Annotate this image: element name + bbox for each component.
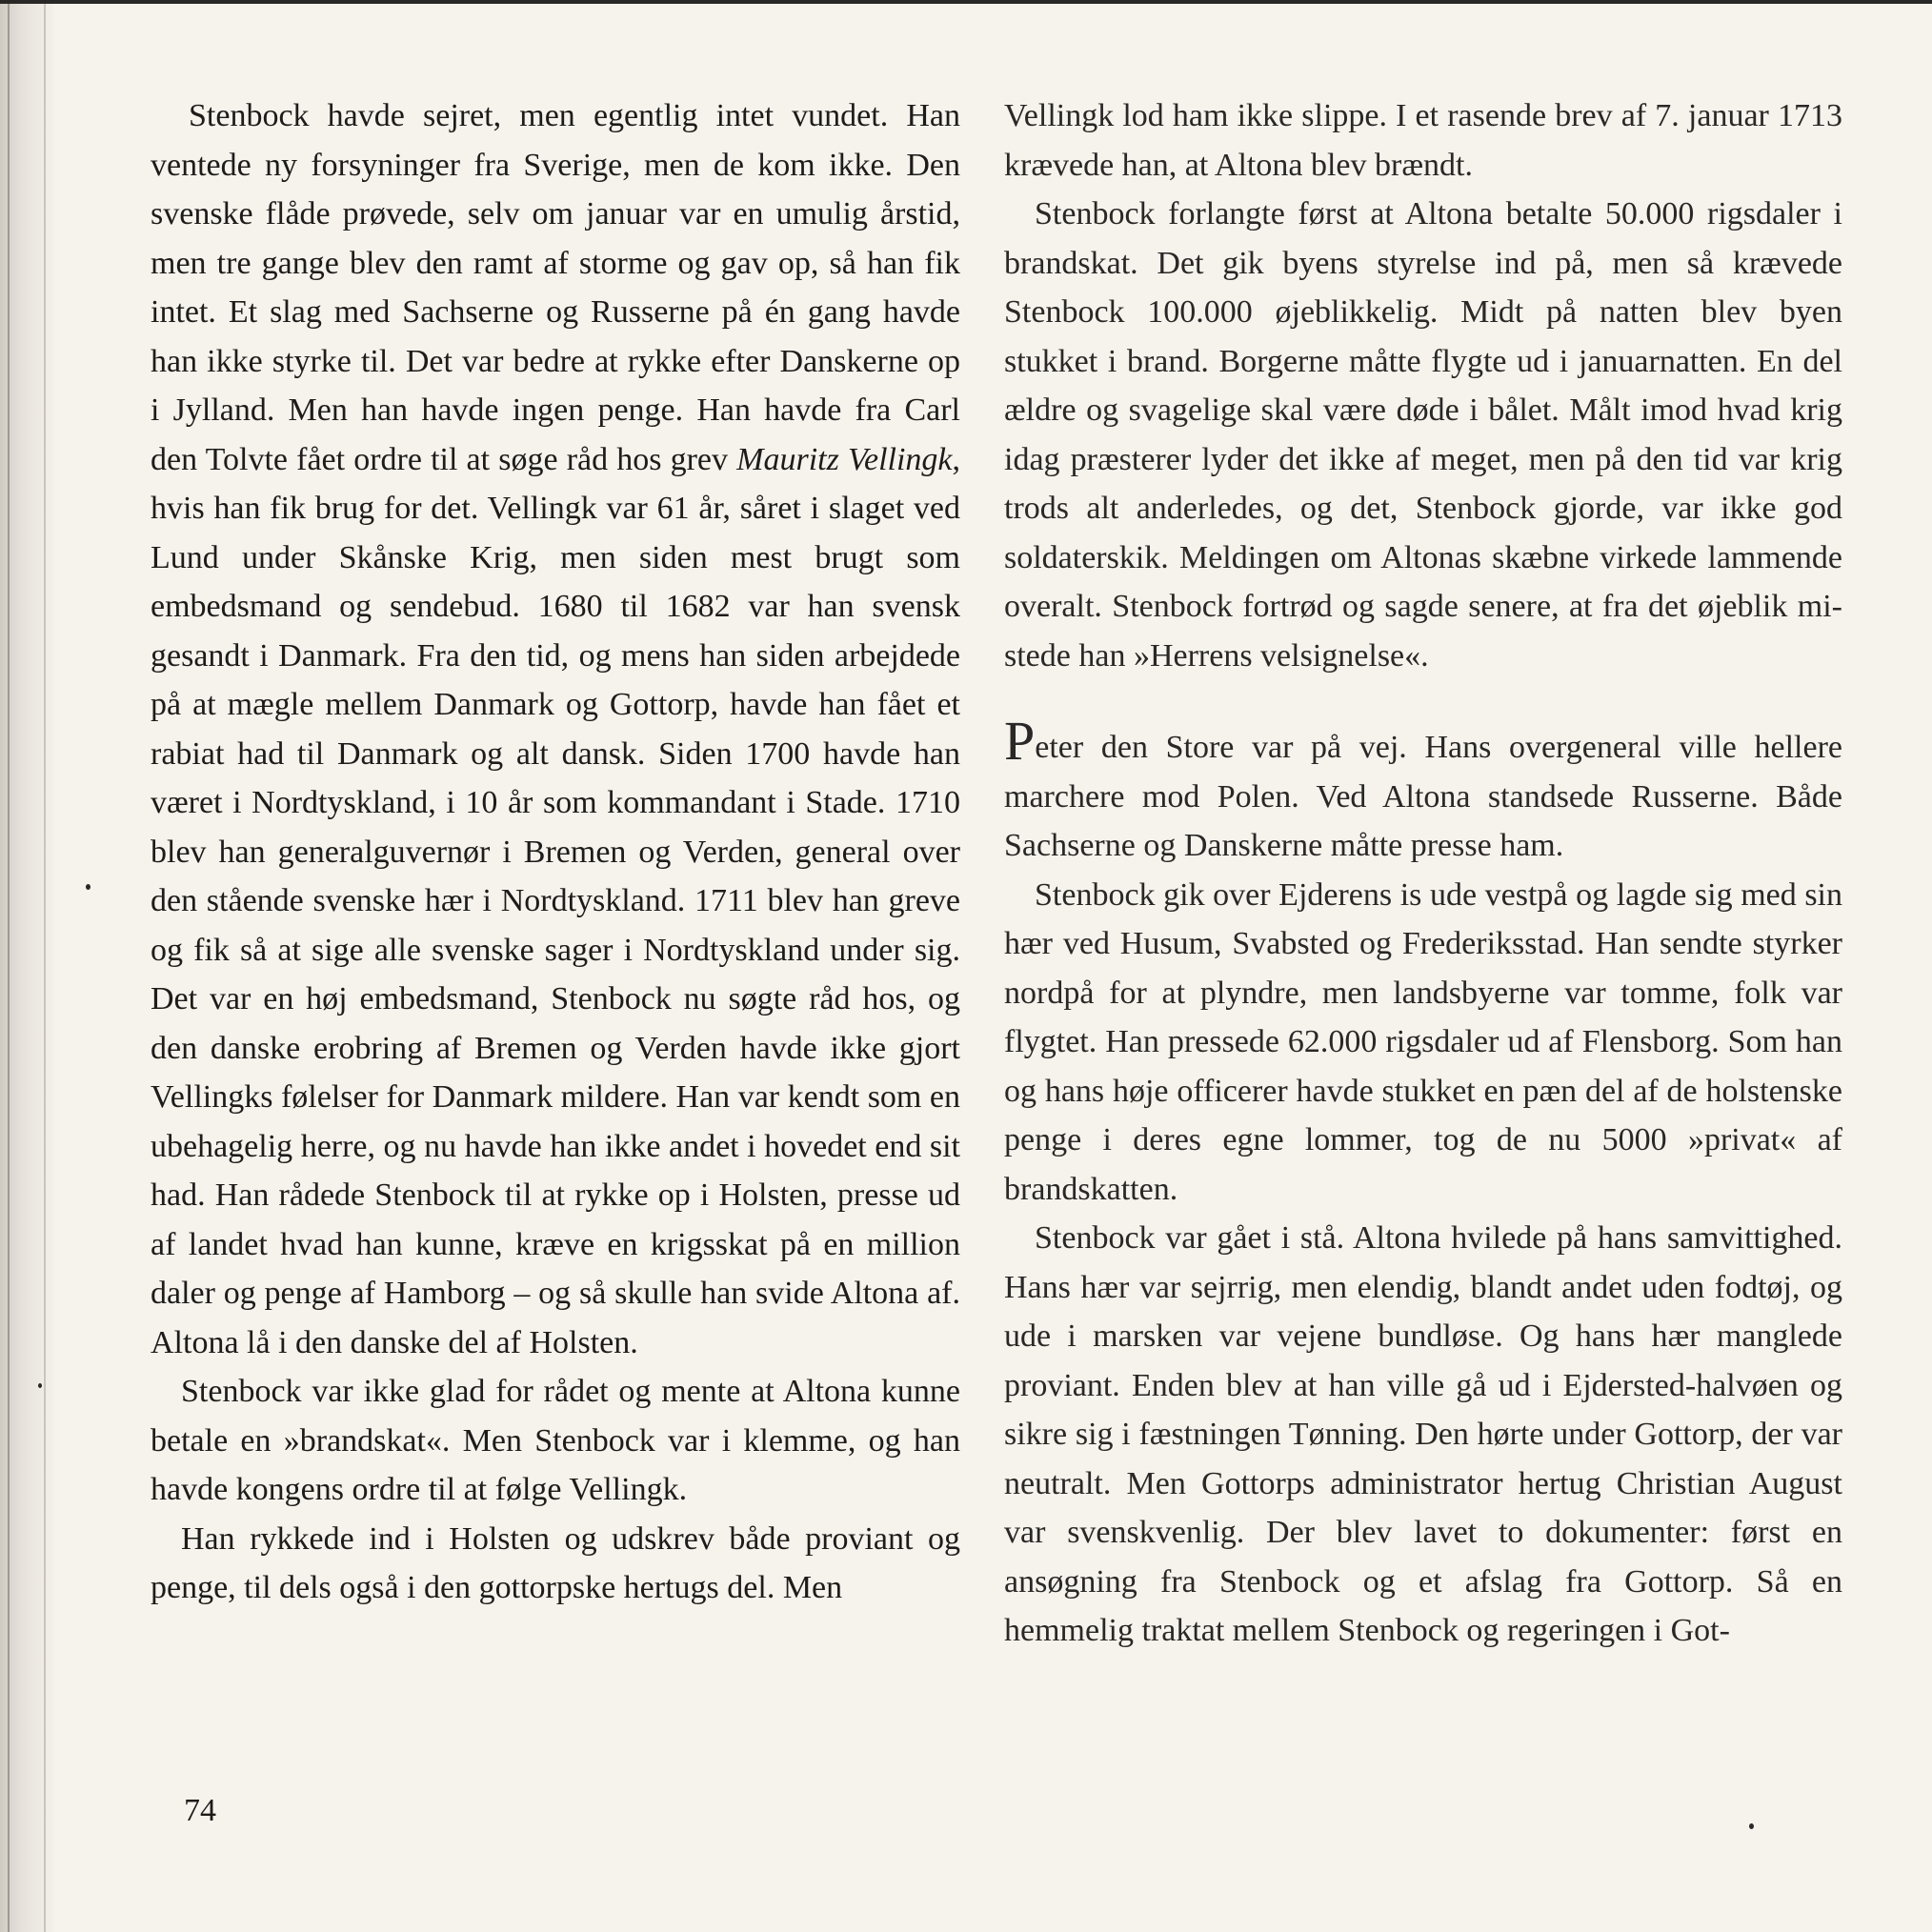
binding-line [44, 0, 46, 1932]
paragraph: Stenbock forlangte først at Altona betalte 50.000 rigsdaler i brandskat. Det gik byens styrelse ind på, men så krævede Stenbock 100.000 øjeblikkelig. Midt på natten blev byen stukket i brand. Borgerne måtte flygte ud i januarnatten. En del ældre og svagelige skal være døde i bålet. Målt imod hvad krig idag præsterer lyder det ikke af meget, men på den tid var krig trods alt anderledes, og det, Stenbock gjorde, var ikke god soldaterskik. Meldingen om Altonas skæbne virkede lammende overalt. Stenbock fortrød og sagde senere, at fra det øjeblik mistede han »Herrens velsignelse«. [1004, 196, 1842, 674]
paragraph: Stenbock var gået i stå. Altona hvilede på hans samvittighed. Hans hær var sejrrig, men elendig, blandt andet uden fodtøj, og ude i marsken var vejene bundløse. Og hans hær manglede proviant. Enden blev at han ville gå ud i Ejdersted-halvøen og sikre sig i fæstningen Tønning. Den hørte under Gottorp, der var neutralt. Men Gottorps administrator hertug Christian August var svenskvenlig. Der blev lavet to dokumenter: først en ansøgning fra Stenbock og et afslag fra Gottorp. Så en hemmelig traktat mellem Stenbock og regeringen i Got- [1004, 1220, 1842, 1648]
print-speck [86, 884, 91, 890]
paragraph [151, 91, 960, 1367]
print-speck [38, 1383, 42, 1388]
section-opening-paragraph [1004, 710, 1842, 871]
print-speck [1749, 1823, 1754, 1829]
binding-line [8, 0, 10, 1932]
paragraph: Vellingk lod ham ikke slippe. I et rasende brev af 7. januar 1713 krævede han, at Altona blev brændt. [1004, 98, 1842, 183]
paragraph: Stenbock gik over Ejderens is ude vestpå og lagde sig med sin hær ved Husum, Svabsted og Frederiksstad. Han sendte styrker nordpå for at plyndre, men landsbyerne var tomme, folk var flygtet. Han pressede 62.000 rigsdaler ud af Flensborg. Som han og hans høje officerer havde stukket en pæn del af de holstenske penge i deres egne lommer, tog de nu 5000 »privat« af brandskatten. [1004, 876, 1842, 1207]
paragraph-text: , hvis han fik brug for det. Vellingk var 61 år, såret i slaget ved Lund under Skånske Krig, men siden mest brugt som embedsmand og sendebud. 1680 til 1682 var han svensk gesandt i Danmark. Fra den tid, og mens han siden arbejdede på at mægle mellem Danmark og Gottorp, havde han fået et rabiat had til Danmark og alt dansk. Siden 1700 havde han været i Nordtyskland, i 10 år som kommandant i Stade. 1710 blev han generalguvernør i Bremen og Verden, general over den stående svenske hær i Nordtyskland. 1711 blev han greve og fik så at sige alle svenske sager i Nordtyskland under sig. Det var en høj embedsmand, Stenbock nu søgte råd hos, og den danske erobring af Bremen og Verden havde ikke gjort Vellingks følelser for Danmark mildere. Han var kendt som en ubehagelig herre, og nu havde han ikke andet i hovedet end sit had. Han rådede Stenbock til at rykke op i Holsten, presse ud af landet hvad han kunne, kræve en krigsskat på en million daler og penge af Hamborg – og så skulle han svide Altona af. Altona lå i den danske del af Holsten. [151, 441, 961, 1360]
paragraph-text: Stenbock havde sejret, men egentlig intet vundet. Han ventede ny forsyninger fra Sverige, men de kom ikke. Den svenske flåde prøvede, selv om januar var en umulig årstid, men tre gange blev den ramt af storme og gav op, så han fik intet. Et slag med Sachserne og Russerne på én gang havde han ikke styrke til. Det var bedre at rykke efter Danskerne op i Jylland. Men han havde ingen penge. Han havde fra Carl den Tolvte fået ordre til at søge råd hos grev [151, 98, 960, 477]
paragraph: Stenbock var ikke glad for rådet og mente at Altona kunne betale en »brandskat«. Men Stenbock var i klemme, og han havde kongens ordre til at følge Vellingk. [151, 1374, 960, 1507]
italic-name: Mauritz Vellingk [736, 441, 953, 477]
page-top-edge [0, 0, 1932, 4]
left-column [151, 91, 960, 1613]
paragraph: Han rykkede ind i Holsten og udskrev både proviant og penge, til dels også i den gottorpske hertugs del. Men [151, 1520, 960, 1605]
paragraph-text: eter den Store var på vej. Hans overgeneral ville hellere marchere mod Polen. Ved Altona standsede Russerne. Både Sachserne og Danskerne måtte presse ham. [1004, 730, 1842, 863]
page-number: 74 [184, 1793, 216, 1828]
drop-cap: P [1004, 710, 1036, 772]
right-column [1004, 91, 1842, 1656]
